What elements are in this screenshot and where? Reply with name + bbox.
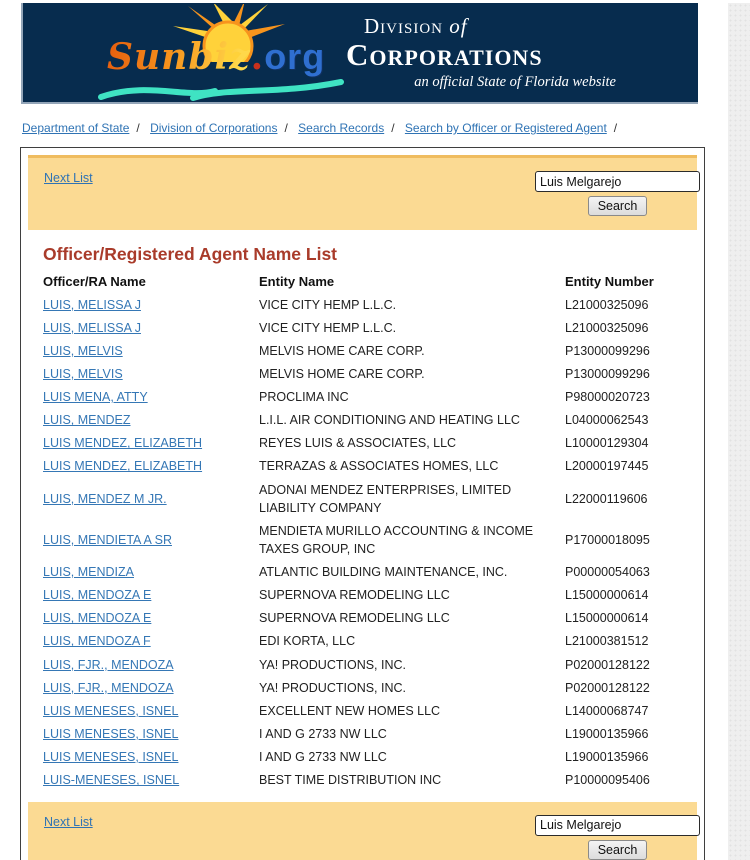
officer-name-link[interactable]: LUIS, MELISSA J: [43, 297, 141, 312]
entity-name-cell: PROCLIMA INC: [259, 390, 349, 404]
entity-name-cell: REYES LUIS & ASSOCIATES, LLC: [259, 436, 457, 451]
table-row: [43, 339, 698, 362]
next-list-link-top[interactable]: Next List: [44, 171, 93, 185]
entity-number-cell: L15000000614: [565, 588, 649, 603]
entity-name-cell: SUPERNOVA REMODELING LLC: [259, 588, 450, 603]
table-header-row: [43, 273, 698, 293]
officer-name-cell: [43, 386, 259, 409]
page-right-edge: [728, 3, 750, 860]
officer-name-cell: [43, 676, 259, 699]
entity-number-cell: L15000000614: [565, 611, 649, 626]
officer-name-cell: [43, 519, 259, 560]
entity-name-cell: YA! PRODUCTIONS, INC.: [259, 657, 407, 672]
entity-number-cell: L19000135966: [565, 750, 649, 764]
officer-name-cell: [43, 316, 259, 339]
next-list-link-bottom[interactable]: Next List: [44, 814, 93, 829]
entity-number-cell: P17000018095: [565, 532, 650, 547]
table-row: [43, 362, 698, 385]
entity-name-cell: ADONAI MENDEZ ENTERPRISES, LIMITED LIABILITY COMPANY: [259, 482, 512, 515]
entity-name-cell: EDI KORTA, LLC: [259, 634, 356, 649]
officer-name-link[interactable]: LUIS, FJR., MENDOZA: [43, 680, 174, 695]
entity-name-cell: VICE CITY HEMP L.L.C.: [259, 297, 397, 312]
entity-number-cell: L20000197445: [565, 459, 649, 474]
table-row: [43, 584, 698, 607]
table-row: [43, 316, 698, 339]
entity-number-cell: P98000020723: [565, 390, 650, 404]
entity-name-cell: EXCELLENT NEW HOMES LLC: [259, 703, 441, 718]
sunbiz-logo: [105, 2, 340, 103]
sunbiz-text: Sunbiz: [107, 36, 251, 78]
officer-name-link[interactable]: LUIS-MENESES, ISNEL: [43, 773, 180, 788]
corporations-title: Corporations: [346, 36, 543, 72]
officer-name-cell: [43, 769, 259, 792]
entity-number-cell: L21000381512: [565, 634, 649, 649]
officer-name-cell: [43, 630, 259, 653]
entity-number-cell: P00000054063: [565, 565, 650, 579]
officer-name-link[interactable]: LUIS MENDEZ, ELIZABETH: [43, 436, 203, 451]
entity-number-cell: P10000095406: [565, 773, 650, 788]
page-title: Officer/Registered Agent Name List: [43, 244, 338, 264]
officer-name-link[interactable]: LUIS, FJR., MENDOZA: [43, 657, 174, 672]
table-row: [43, 699, 698, 722]
sunbiz-wordmark: [107, 36, 325, 78]
table-row: [43, 561, 698, 584]
breadcrumb-search-records[interactable]: Search Records: [298, 121, 385, 135]
site-header: [21, 3, 698, 104]
entity-name-cell: YA! PRODUCTIONS, INC.: [259, 680, 407, 695]
breadcrumb-separator: /: [136, 121, 140, 135]
officer-name-cell: [43, 746, 259, 769]
entity-name-cell: ATLANTIC BUILDING MAINTENANCE, INC.: [259, 565, 508, 579]
entity-name-cell: I AND G 2733 NW LLC: [259, 726, 387, 741]
entity-number-cell: P02000128122: [565, 680, 650, 695]
breadcrumb-search-by-officer[interactable]: Search by Officer or Registered Agent: [404, 121, 607, 135]
search-button-top[interactable]: Search: [588, 196, 648, 216]
table-row: [43, 722, 698, 745]
results-table-wrap: [28, 273, 697, 792]
header-tagline: an official State of Florida website: [414, 74, 616, 91]
officer-name-cell: [43, 339, 259, 362]
column-header-officer-name: Officer/RA Name: [43, 274, 146, 289]
entity-number-cell: L21000325096: [565, 320, 649, 335]
entity-number-cell: P02000128122: [565, 657, 650, 672]
officer-name-cell: [43, 584, 259, 607]
officer-name-link[interactable]: LUIS MENA, ATTY: [43, 390, 148, 404]
officer-name-link[interactable]: LUIS, MENDOZA E: [43, 611, 152, 626]
officer-name-link[interactable]: LUIS, MENDIETA A SR: [43, 532, 172, 547]
entity-name-cell: VICE CITY HEMP L.L.C.: [259, 320, 397, 335]
entity-number-cell: P13000099296: [565, 366, 650, 381]
results-box: [20, 147, 705, 860]
table-row: [43, 746, 698, 769]
division-text: Division: [364, 13, 443, 38]
sunbiz-org-text: org: [264, 36, 326, 77]
entity-name-cell: TERRAZAS & ASSOCIATES HOMES, LLC: [259, 459, 499, 474]
table-row: [43, 630, 698, 653]
table-row: [43, 386, 698, 409]
entity-name-cell: I AND G 2733 NW LLC: [259, 750, 387, 764]
search-area-top: [535, 171, 700, 216]
officer-name-link[interactable]: LUIS MENESES, ISNEL: [43, 750, 179, 764]
entity-number-cell: L22000119606: [565, 491, 648, 506]
officer-name-cell: [43, 699, 259, 722]
entity-name-cell: MELVIS HOME CARE CORP.: [259, 366, 425, 381]
officer-name-link[interactable]: LUIS, MELISSA J: [43, 320, 141, 335]
division-of-line: [364, 14, 616, 39]
column-header-entity-number: Entity Number: [565, 274, 654, 289]
officer-name-cell: [43, 293, 259, 316]
breadcrumb: [0, 104, 750, 147]
table-row: [43, 293, 698, 316]
search-input-bottom[interactable]: [535, 815, 700, 836]
entity-number-cell: L04000062543: [565, 413, 649, 428]
breadcrumb-department-of-state[interactable]: Department of State: [22, 121, 130, 135]
entity-name-cell: MENDIETA MURILLO ACCOUNTING & INCOME TAXES GROUP, INC: [259, 523, 534, 556]
entity-number-cell: L21000325096: [565, 297, 649, 312]
officer-name-cell: [43, 561, 259, 584]
table-row: [43, 455, 698, 478]
search-area-bottom: [535, 815, 700, 860]
entity-number-cell: L19000135966: [565, 726, 649, 741]
officer-name-link[interactable]: LUIS, MENDEZ: [43, 413, 131, 428]
officer-name-cell: [43, 362, 259, 385]
officer-name-cell: [43, 653, 259, 676]
officer-name-link[interactable]: LUIS MENESES, ISNEL: [43, 703, 179, 718]
officer-name-link[interactable]: LUIS, MENDEZ M JR.: [43, 491, 167, 506]
search-button-bottom[interactable]: Search: [588, 840, 648, 860]
breadcrumb-division-of-corporations[interactable]: Division of Corporations: [150, 121, 278, 135]
officer-name-link[interactable]: LUIS, MELVIS: [43, 366, 123, 381]
breadcrumb-separator: /: [613, 121, 618, 135]
top-action-bar: [28, 155, 697, 230]
entity-name-cell: L.I.L. AIR CONDITIONING AND HEATING LLC: [259, 413, 520, 428]
entity-name-cell: BEST TIME DISTRIBUTION INC: [259, 773, 442, 788]
entity-name-cell: MELVIS HOME CARE CORP.: [259, 343, 425, 358]
officer-name-link[interactable]: LUIS MENESES, ISNEL: [43, 726, 179, 741]
breadcrumb-separator: /: [391, 121, 395, 135]
officer-name-link[interactable]: LUIS, MENDOZA E: [43, 588, 152, 603]
officer-name-cell: [43, 607, 259, 630]
table-row: [43, 769, 698, 792]
search-input-top[interactable]: [535, 171, 700, 192]
swoosh-icon: [97, 77, 347, 103]
column-header-entity-name: Entity Name: [259, 274, 335, 289]
of-text: of: [449, 13, 468, 38]
entity-name-cell: SUPERNOVA REMODELING LLC: [259, 611, 450, 626]
officer-name-link[interactable]: LUIS MENDEZ, ELIZABETH: [43, 459, 203, 474]
table-row: [43, 653, 698, 676]
entity-number-cell: P13000099296: [565, 343, 650, 358]
officer-name-cell: [43, 722, 259, 745]
sunbiz-dot: .: [250, 36, 265, 78]
officer-name-link[interactable]: LUIS, MENDIZA: [43, 565, 134, 579]
table-row: [43, 519, 698, 560]
results-table: [43, 273, 698, 792]
entity-number-cell: L10000129304: [565, 436, 649, 451]
officer-name-cell: [43, 478, 259, 519]
table-row: [43, 676, 698, 699]
officer-name-link[interactable]: LUIS, MENDOZA F: [43, 634, 151, 649]
table-row: [43, 409, 698, 432]
officer-name-cell: [43, 409, 259, 432]
bottom-action-bar: [28, 802, 697, 860]
table-row: [43, 607, 698, 630]
header-text-block: [346, 14, 616, 92]
table-row: [43, 432, 698, 455]
breadcrumb-separator: /: [284, 121, 288, 135]
officer-name-link[interactable]: LUIS, MELVIS: [43, 343, 123, 358]
entity-number-cell: L14000068747: [565, 703, 649, 718]
table-row: [43, 478, 698, 519]
officer-name-cell: [43, 432, 259, 455]
officer-name-cell: [43, 455, 259, 478]
